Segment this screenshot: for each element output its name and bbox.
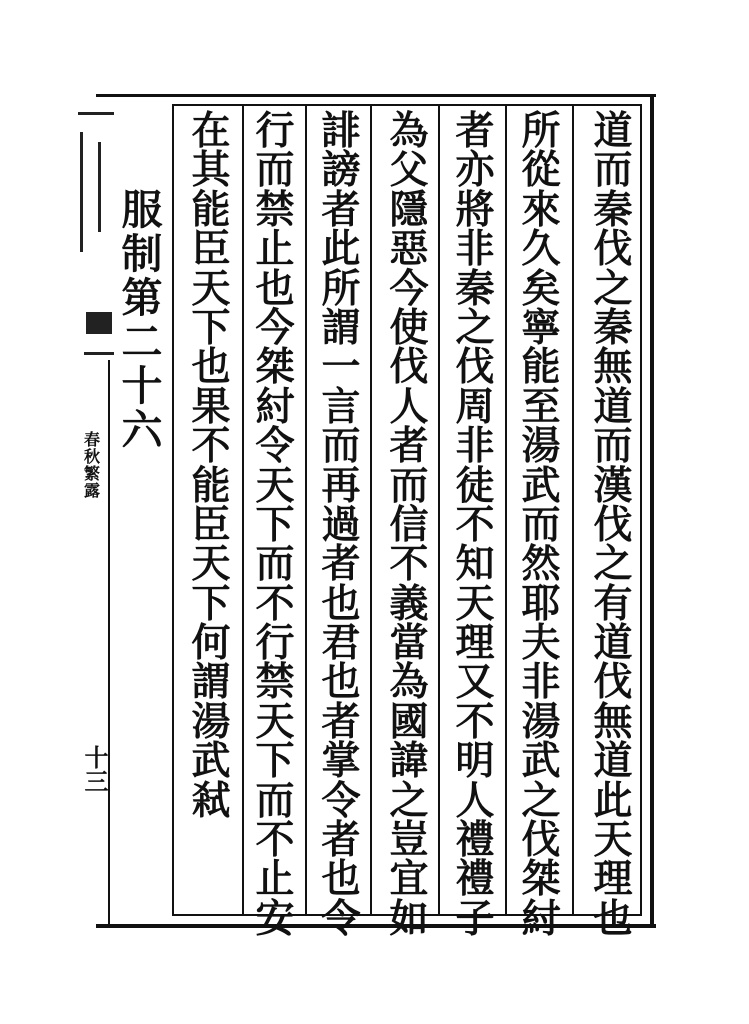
text-char: 漢	[593, 462, 633, 509]
text-char: 湯	[191, 698, 231, 745]
text-char: 非	[521, 659, 561, 706]
text-char: 臣	[191, 226, 231, 273]
text-char: 而	[593, 423, 633, 470]
text-char: 夫	[521, 620, 561, 667]
text-char: 徒	[455, 462, 495, 509]
title-char: 繁	[83, 464, 100, 483]
text-char: 君	[321, 620, 361, 667]
text-char: 有	[593, 580, 633, 627]
text-column-2	[518, 108, 564, 942]
text-char: 湯	[521, 423, 561, 470]
text-char: 而	[389, 462, 429, 509]
text-char: 非	[455, 423, 495, 470]
text-char: 至	[521, 383, 561, 430]
text-char: 知	[455, 541, 495, 588]
text-char: 在	[191, 108, 231, 154]
text-char: 理	[455, 620, 495, 667]
text-char: 秦	[455, 265, 495, 312]
text-char: 也	[321, 580, 361, 627]
text-char: 下	[191, 304, 231, 351]
text-char: 天	[255, 462, 295, 509]
text-char: 過	[321, 501, 361, 548]
text-char: 也	[321, 856, 361, 903]
text-char: 不	[255, 817, 295, 864]
text-char: 道	[593, 620, 633, 667]
text-char: 止	[255, 856, 295, 903]
text-char: 無	[593, 344, 633, 391]
text-char: 而	[521, 501, 561, 548]
text-char: 國	[389, 698, 429, 745]
frame-top-rule	[96, 94, 656, 97]
text-char: 惡	[389, 226, 429, 273]
text-char: 能	[521, 344, 561, 391]
text-char: 不	[455, 501, 495, 548]
text-char: 也	[191, 344, 231, 391]
text-column-6	[252, 108, 298, 942]
heading-char: 服	[121, 186, 163, 234]
text-char: 者	[321, 541, 361, 588]
text-char: 其	[191, 147, 231, 194]
text-char: 天	[191, 265, 231, 312]
text-char: 秦	[593, 186, 633, 233]
text-char: 果	[191, 383, 231, 430]
text-char: 人	[455, 777, 495, 824]
text-char: 而	[321, 423, 361, 470]
title-char: 露	[83, 481, 100, 500]
text-char: 又	[455, 659, 495, 706]
text-column-4	[386, 108, 432, 942]
text-char: 能	[191, 186, 231, 233]
text-char: 行	[255, 108, 295, 154]
text-char: 父	[389, 147, 429, 194]
text-char: 宜	[389, 856, 429, 903]
title-char: 秋	[83, 447, 100, 466]
text-char: 伐	[389, 344, 429, 391]
text-char: 從	[521, 147, 561, 194]
text-char: 令	[321, 895, 361, 942]
text-char: 也	[593, 895, 633, 942]
text-char: 臣	[191, 501, 231, 548]
text-char: 耶	[521, 580, 561, 627]
column-rule	[242, 104, 244, 916]
text-char: 桀	[255, 344, 295, 391]
text-char: 而	[255, 777, 295, 824]
text-char: 令	[255, 423, 295, 470]
text-char: 武	[521, 462, 561, 509]
text-char: 將	[455, 186, 495, 233]
text-char: 而	[255, 541, 295, 588]
text-column-1	[590, 108, 636, 942]
text-char: 再	[321, 462, 361, 509]
text-char: 義	[389, 580, 429, 627]
text-char: 下	[255, 738, 295, 785]
text-char: 何	[191, 620, 231, 667]
text-column-5	[318, 108, 364, 942]
text-char: 不	[255, 580, 295, 627]
text-char: 非	[455, 226, 495, 273]
text-char: 此	[593, 777, 633, 824]
heading-char: 十	[121, 362, 163, 410]
text-char: 不	[455, 698, 495, 745]
text-char: 周	[455, 383, 495, 430]
text-char: 謂	[321, 304, 361, 351]
text-char: 禮	[455, 856, 495, 903]
text-char: 誹	[321, 108, 361, 154]
text-char: 禁	[255, 186, 295, 233]
text-char: 道	[593, 108, 633, 154]
margin-divider-rule	[108, 360, 110, 925]
column-rule	[572, 104, 574, 916]
frame-right-rule	[650, 94, 654, 928]
text-char: 令	[321, 777, 361, 824]
text-char: 諱	[389, 738, 429, 785]
text-char: 之	[593, 265, 633, 312]
text-char: 使	[389, 304, 429, 351]
page-number: 十三	[80, 745, 109, 793]
text-char: 亦	[455, 147, 495, 194]
text-char: 不	[191, 423, 231, 470]
text-char: 人	[389, 383, 429, 430]
text-char: 無	[593, 698, 633, 745]
text-char: 道	[593, 738, 633, 785]
heading-char: 二	[121, 318, 163, 366]
text-char: 也	[321, 659, 361, 706]
text-char: 秦	[593, 304, 633, 351]
text-char: 武	[191, 738, 231, 785]
text-char: 伐	[593, 501, 633, 548]
text-char: 桀	[521, 856, 561, 903]
text-char: 明	[455, 738, 495, 785]
text-char: 者	[321, 186, 361, 233]
heading-char: 制	[121, 230, 163, 278]
text-char: 弒	[191, 777, 231, 824]
text-char: 也	[255, 265, 295, 312]
text-char: 安	[255, 895, 295, 942]
text-char: 矣	[521, 265, 561, 312]
frame-right-inner-rule	[640, 104, 642, 916]
text-char: 而	[255, 147, 295, 194]
text-char: 行	[255, 620, 295, 667]
text-char: 子	[455, 895, 495, 942]
text-char: 所	[321, 265, 361, 312]
text-char: 隱	[389, 186, 429, 233]
text-char: 然	[521, 541, 561, 588]
text-char: 伐	[455, 344, 495, 391]
text-char: 如	[389, 895, 429, 942]
text-char: 寧	[521, 304, 561, 351]
column-rule	[305, 104, 307, 916]
text-char: 久	[521, 226, 561, 273]
text-char: 者	[321, 817, 361, 864]
book-title	[82, 432, 102, 500]
text-char: 之	[389, 777, 429, 824]
text-char: 一	[321, 344, 361, 391]
heading-char: 第	[121, 274, 163, 322]
text-char: 止	[255, 226, 295, 273]
text-char: 紂	[255, 383, 295, 430]
text-char: 今	[255, 304, 295, 351]
text-char: 豈	[389, 817, 429, 864]
text-char: 信	[389, 501, 429, 548]
text-char: 謗	[321, 147, 361, 194]
column-rule	[370, 104, 372, 916]
column-rule	[438, 104, 440, 916]
text-char: 禁	[255, 659, 295, 706]
text-char: 謂	[191, 659, 231, 706]
text-char: 今	[389, 265, 429, 312]
text-char: 者	[321, 698, 361, 745]
text-column-7	[188, 108, 234, 824]
text-column-3	[452, 108, 498, 942]
text-char: 之	[455, 304, 495, 351]
text-char: 之	[593, 541, 633, 588]
text-char: 天	[255, 698, 295, 745]
text-char: 伐	[593, 659, 633, 706]
text-char: 武	[521, 738, 561, 785]
column-rule	[505, 104, 507, 916]
text-char: 理	[593, 856, 633, 903]
heading-char: 六	[121, 406, 163, 454]
text-char: 下	[191, 580, 231, 627]
text-char: 伐	[593, 226, 633, 273]
text-char: 當	[389, 620, 429, 667]
text-char: 下	[255, 501, 295, 548]
section-heading	[120, 186, 164, 454]
text-char: 能	[191, 462, 231, 509]
text-char: 掌	[321, 738, 361, 785]
title-char: 春	[83, 430, 100, 449]
text-char: 所	[521, 108, 561, 154]
text-char: 紂	[521, 895, 561, 942]
text-char: 此	[321, 226, 361, 273]
text-char: 伐	[521, 817, 561, 864]
text-char: 天	[191, 541, 231, 588]
text-char: 之	[521, 777, 561, 824]
text-char: 為	[389, 659, 429, 706]
text-char: 言	[321, 383, 361, 430]
text-char: 道	[593, 383, 633, 430]
text-char: 不	[389, 541, 429, 588]
text-char: 天	[593, 817, 633, 864]
text-char: 禮	[455, 817, 495, 864]
text-char: 者	[455, 108, 495, 154]
text-char: 者	[389, 423, 429, 470]
text-char: 來	[521, 186, 561, 233]
text-char: 為	[389, 108, 429, 154]
text-char: 湯	[521, 698, 561, 745]
text-char: 天	[455, 580, 495, 627]
column-rule	[172, 104, 174, 916]
text-char: 而	[593, 147, 633, 194]
frame-bottom-rule	[96, 924, 656, 928]
